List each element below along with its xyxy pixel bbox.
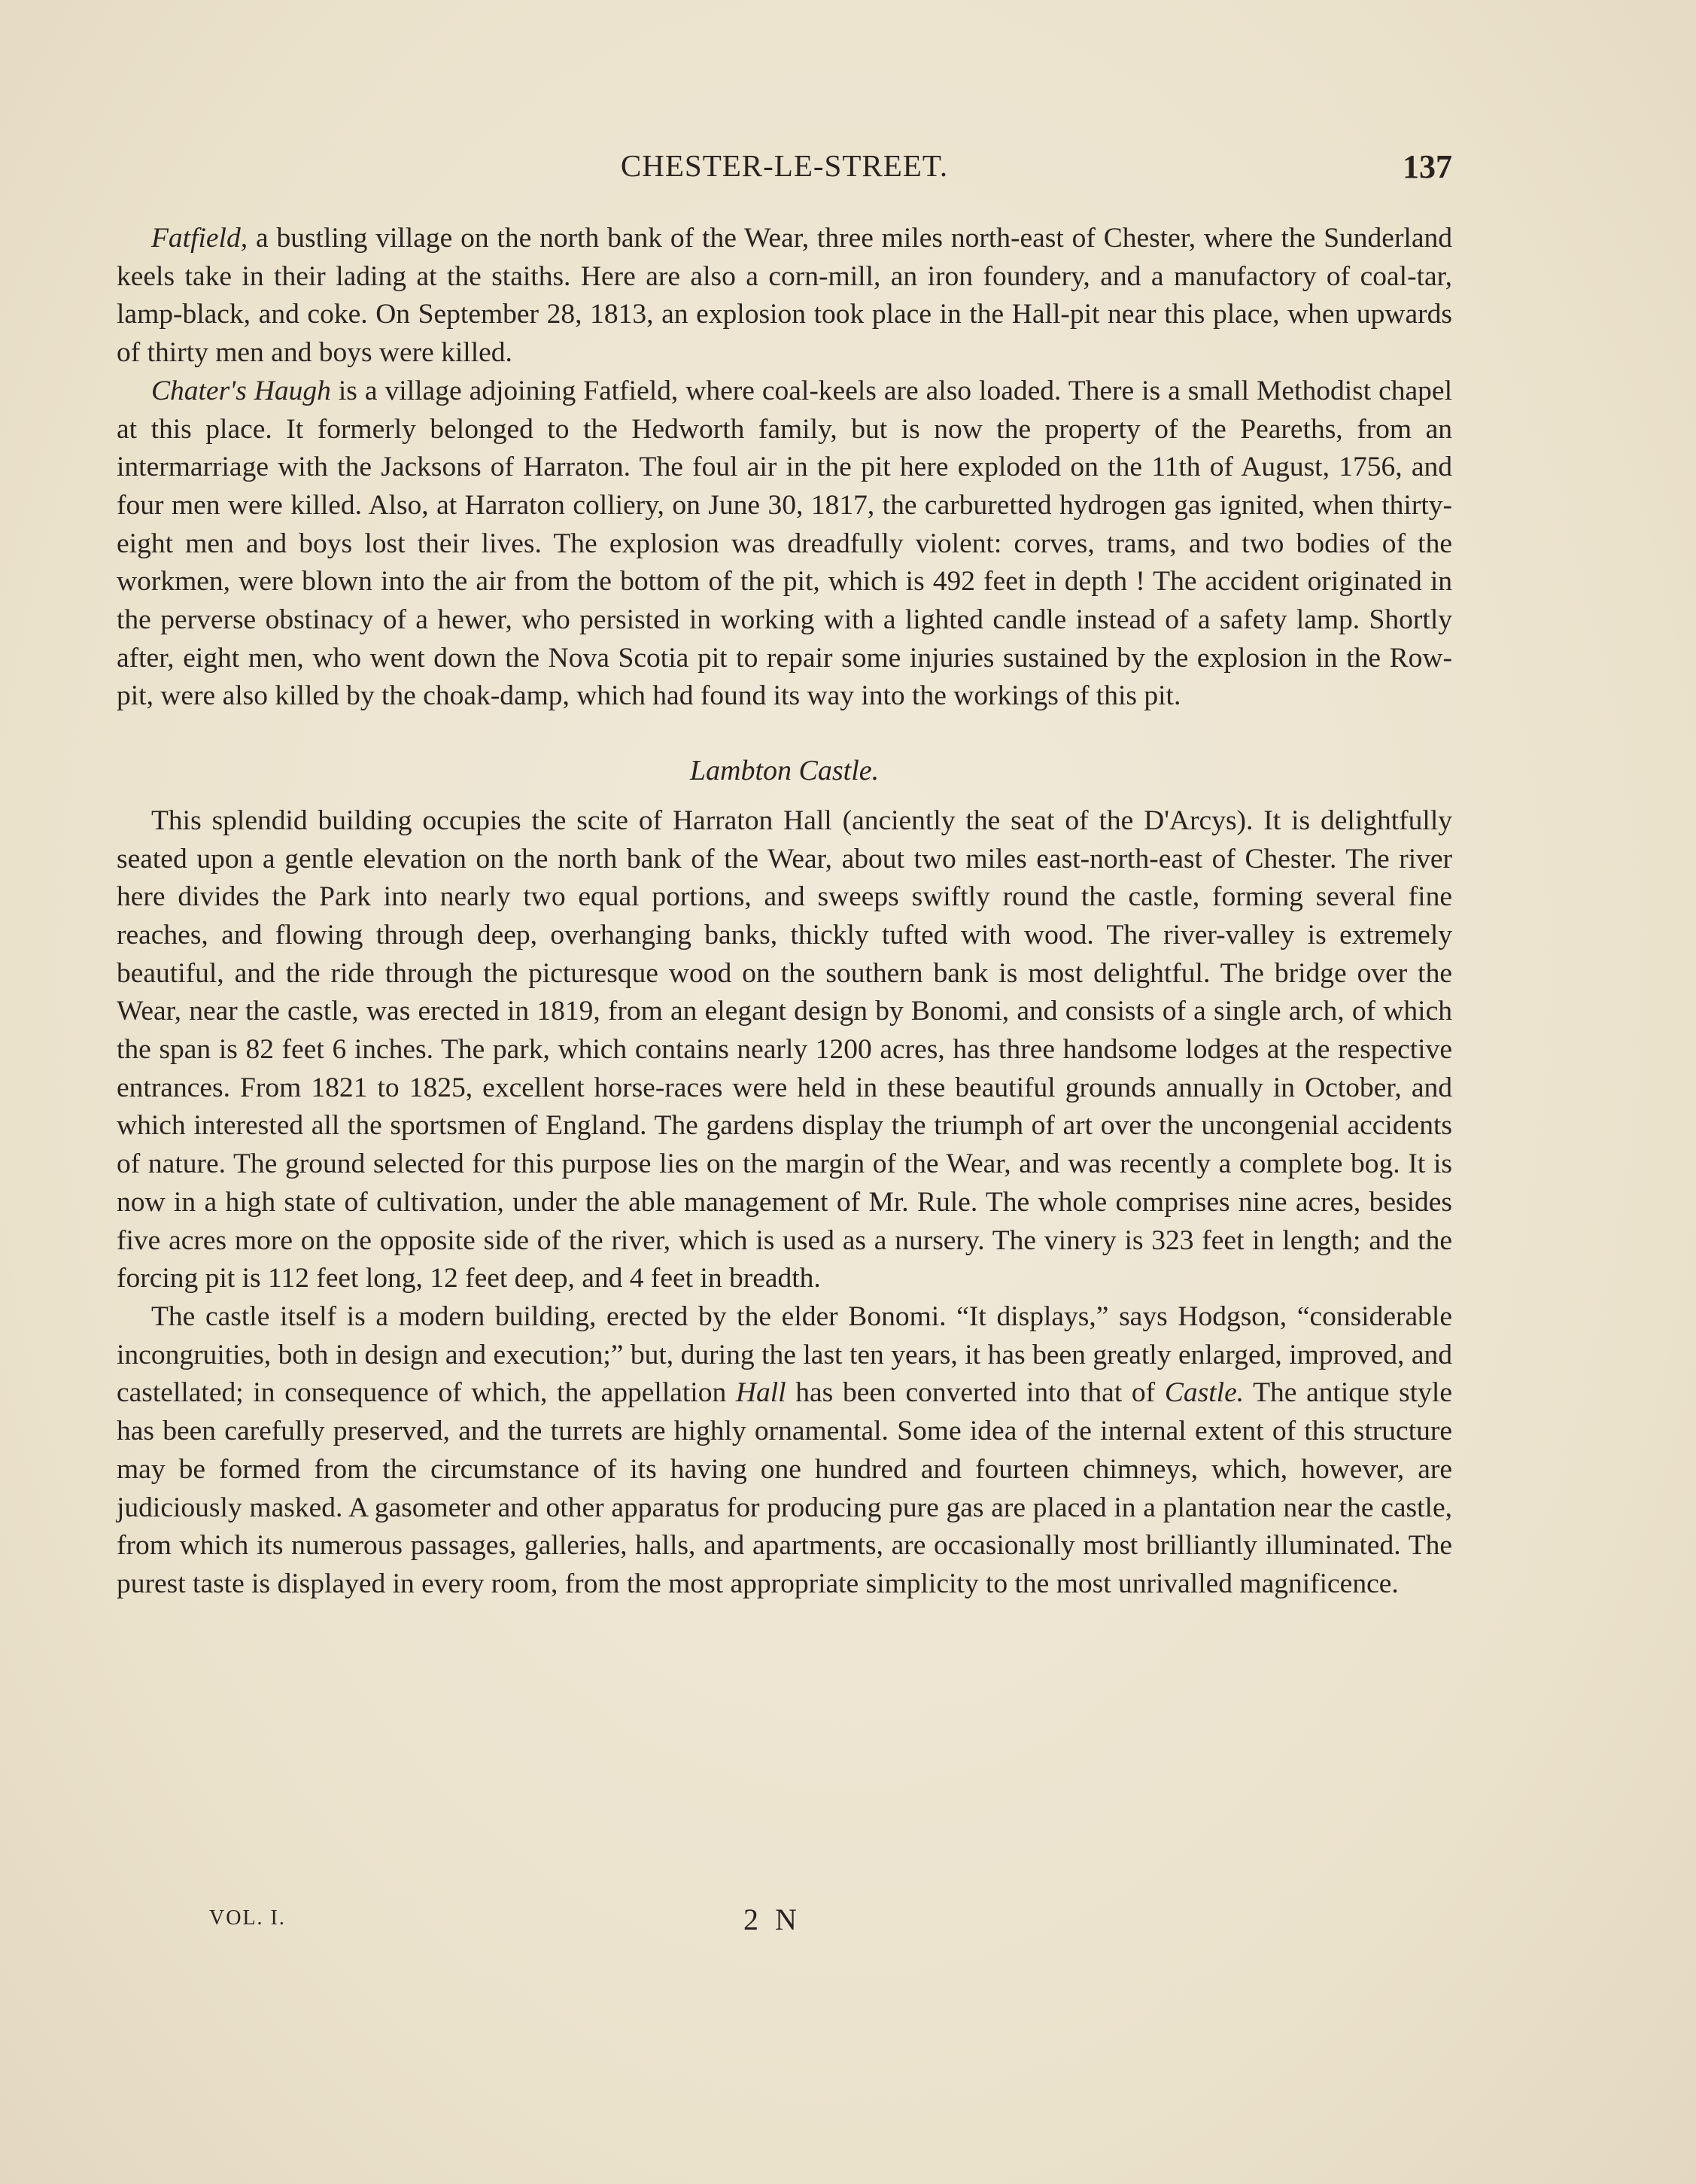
paragraph-text: The antique style has been carefully preserved, and the turrets are highly ornamental. Some idea of the internal extent of this structure may be formed from the circumstance of its having one hundred and fourteen chimneys, which, however, are judiciously masked. A gasometer and other apparatus for producing pure gas are placed in a plantation near the castle, from which its numerous passages, galleries, halls, and apartments, are occasionally most brilliantly illuminated. The purest taste is displayed in every room, from the most appropriate simplicity to the most unrivalled magnificence. [117, 1377, 1452, 1599]
paragraph-text: The castle itself is a modern building, erected by the elder Bonomi. “It displays,” says Hodgson, “considerable incongruities, both in design and execution;” but, during the last ten years, it has been greatly enlarged, improved, and castellated; in consequence of which, the appellation [117, 1300, 1452, 1409]
paragraph-text: has been converted into that of [786, 1377, 1165, 1409]
signature-mark: 2 N [743, 1903, 801, 1936]
page-body [117, 220, 1452, 1604]
section-heading: Lambton Castle. [689, 755, 880, 787]
page-header [117, 148, 1452, 193]
italic-castle: Castle. [1164, 1377, 1245, 1409]
paragraph-text: is a village adjoining Fatfield, where coal-keels are also loaded. There is a small Methodist chapel at this place. It formerly belonged to the Hedworth family, but is now the property of the Peareths, from an intermarriage with the Jacksons of Harraton. The foul air in the pit here exploded on the 11th of August, 1756, and four men were killed. Also, at Harraton colliery, on June 30, 1817, the carburetted hydrogen gas ignited, when thirty-eight men and boys lost their lives. The explosion was dreadfully violent: corves, trams, and two bodies of the workmen, were blown into the air from the bottom of the pit, which is 492 feet in depth ! The accident originated in the perverse obstinacy of a hewer, who persisted in working with a lighted candle instead of a safety lamp. Shortly after, eight men, who went down the Nova Scotia pit to repair some injuries sustained by the explosion in the Row-pit, were also killed by the choak-damp, which had found its way into the workings of this pit. [117, 375, 1452, 712]
paragraph-lambton-2 [117, 1298, 1452, 1604]
paragraph-chaters-haugh [117, 373, 1452, 716]
running-title: CHESTER-LE-STREET. [620, 148, 949, 183]
place-name-chaters-haugh: Chater's Haugh [151, 375, 331, 406]
page-footer [209, 1902, 1037, 1939]
paragraph-text: a bustling village on the north bank of the Wear, three miles north-east of Chester, where the Sunderland keels take in their lading at the staiths. Here are also a corn-mill, an iron foundery, and a manufactory of coal-tar, lamp-black, and coke. On September 28, 1813, an explosion took place in the Hall-pit near this place, when upwards of thirty men and boys were killed. [117, 223, 1452, 369]
italic-hall: Hall [735, 1377, 786, 1409]
page-number: 137 [1403, 148, 1452, 185]
volume-mark: VOL. I. [209, 1906, 286, 1930]
paragraph-fatfield [117, 220, 1452, 373]
paragraph-lambton-1: This splendid building occupies the scite of Harraton Hall (anciently the seat of the D'Arcys). It is delightfully seated upon a gentle elevation on the north bank of the Wear, about two miles east-north-east of Chester. The river here divides the Park into nearly two equal portions, and sweeps swiftly round the castle, forming several fine reaches, and flowing through deep, overhanging banks, thickly tufted with wood. The river-valley is extremely beautiful, and the ride through the picturesque wood on the southern bank is most delightful. The bridge over the Wear, near the castle, was erected in 1819, from an elegant design by Bonomi, and consists of a single arch, of which the span is 82 feet 6 inches. The park, which contains nearly 1200 acres, has three handsome lodges at the respective entrances. From 1821 to 1825, excellent horse-races were held in these beautiful grounds annually in October, and which interested all the sportsmen of England. The gardens display the triumph of art over the uncongenial accidents of nature. The ground selected for this purpose lies on the margin of the Wear, and was recently a complete bog. It is now in a high state of cultivation, under the able management of Mr. Rule. The whole comprises nine acres, besides five acres more on the opposite side of the river, which is used as a nursery. The vinery is 323 feet in length; and the forcing pit is 112 feet long, 12 feet deep, and 4 feet in breadth. [117, 805, 1452, 1294]
place-name-fatfield: Fatfield, [151, 223, 248, 254]
